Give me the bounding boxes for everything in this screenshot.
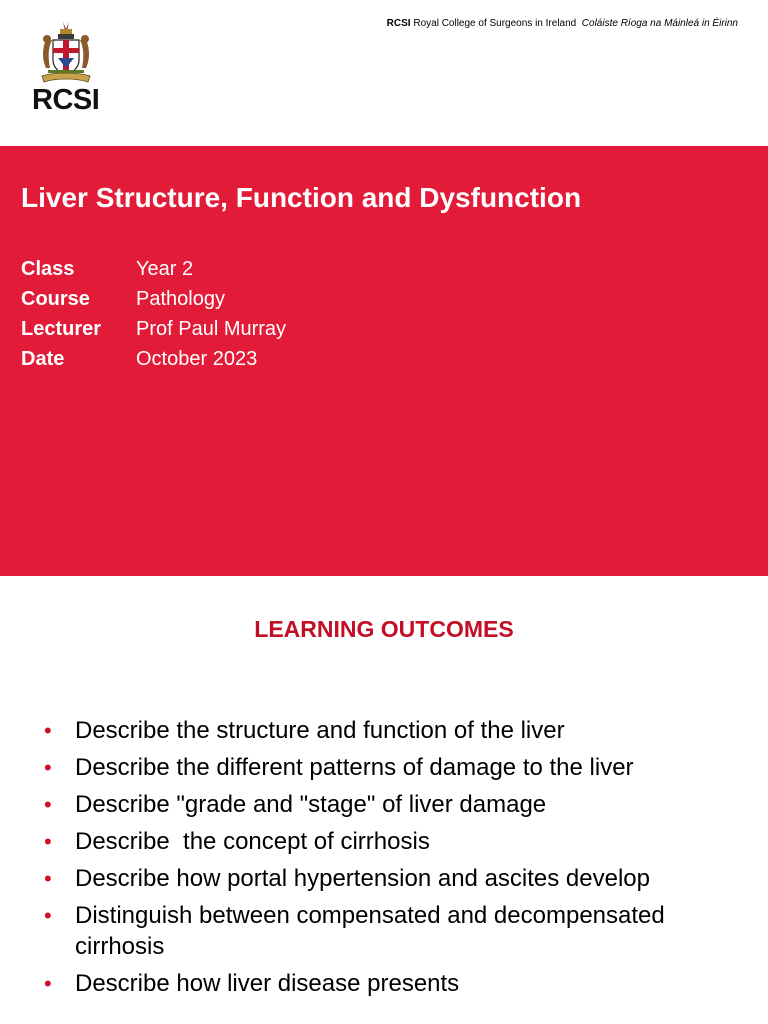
list-item [44,789,744,820]
learning-outcomes-heading: LEARNING OUTCOMES [254,616,514,642]
institution-irish: Coláiste Ríoga na Máinleá in Éirinn [581,18,738,29]
detail-label: Course [21,288,90,310]
rcsi-logo-text: RCSI [32,84,100,116]
lecture-title: Liver Structure, Function and Dysfunction [21,182,582,213]
bullet-icon: • [44,866,52,891]
institution-english: Royal College of Surgeons in Ireland [413,18,577,29]
institution-abbrev: RCSI [386,18,411,29]
bullet-icon: • [44,755,52,780]
institution-name [378,18,738,30]
lecture-details [21,254,286,374]
title-banner [0,146,768,576]
detail-label: Lecturer [21,318,102,340]
list-item [44,826,744,857]
header [0,0,768,146]
list-item [44,752,744,783]
detail-row-course [21,284,286,314]
detail-label: Date [21,348,65,370]
list-item [44,968,744,999]
outcome-text: Describe "grade and "stage" of liver damage [75,791,547,818]
outcome-text: Describe the different patterns of damage to the liver [75,754,634,781]
bullet-icon: • [44,971,52,996]
detail-value: Prof Paul Murray [136,318,287,340]
list-item [44,900,744,962]
outcome-text: Describe the structure and function of the liver [75,717,565,744]
bullet-icon: • [44,829,52,854]
list-item [44,715,744,746]
outcome-text: Describe how liver disease presents [75,970,460,997]
outcome-text: Describe the concept of cirrhosis [75,828,430,855]
outcome-text: Describe how portal hypertension and ascites develop [75,865,651,892]
detail-label: Class [21,258,75,280]
detail-value: Year 2 [136,258,194,280]
bullet-icon: • [44,903,52,928]
detail-row-class [21,254,286,284]
detail-row-lecturer [21,314,286,344]
bullet-icon: • [44,792,52,817]
detail-row-date [21,344,286,374]
rcsi-crest-icon [36,20,96,86]
detail-value: Pathology [136,288,225,310]
detail-value: October 2023 [136,348,258,370]
learning-outcomes-list [44,715,744,1005]
list-item [44,863,744,894]
outcome-text: Distinguish between compensated and decompensated cirrhosis [75,902,665,960]
bullet-icon: • [44,718,52,743]
